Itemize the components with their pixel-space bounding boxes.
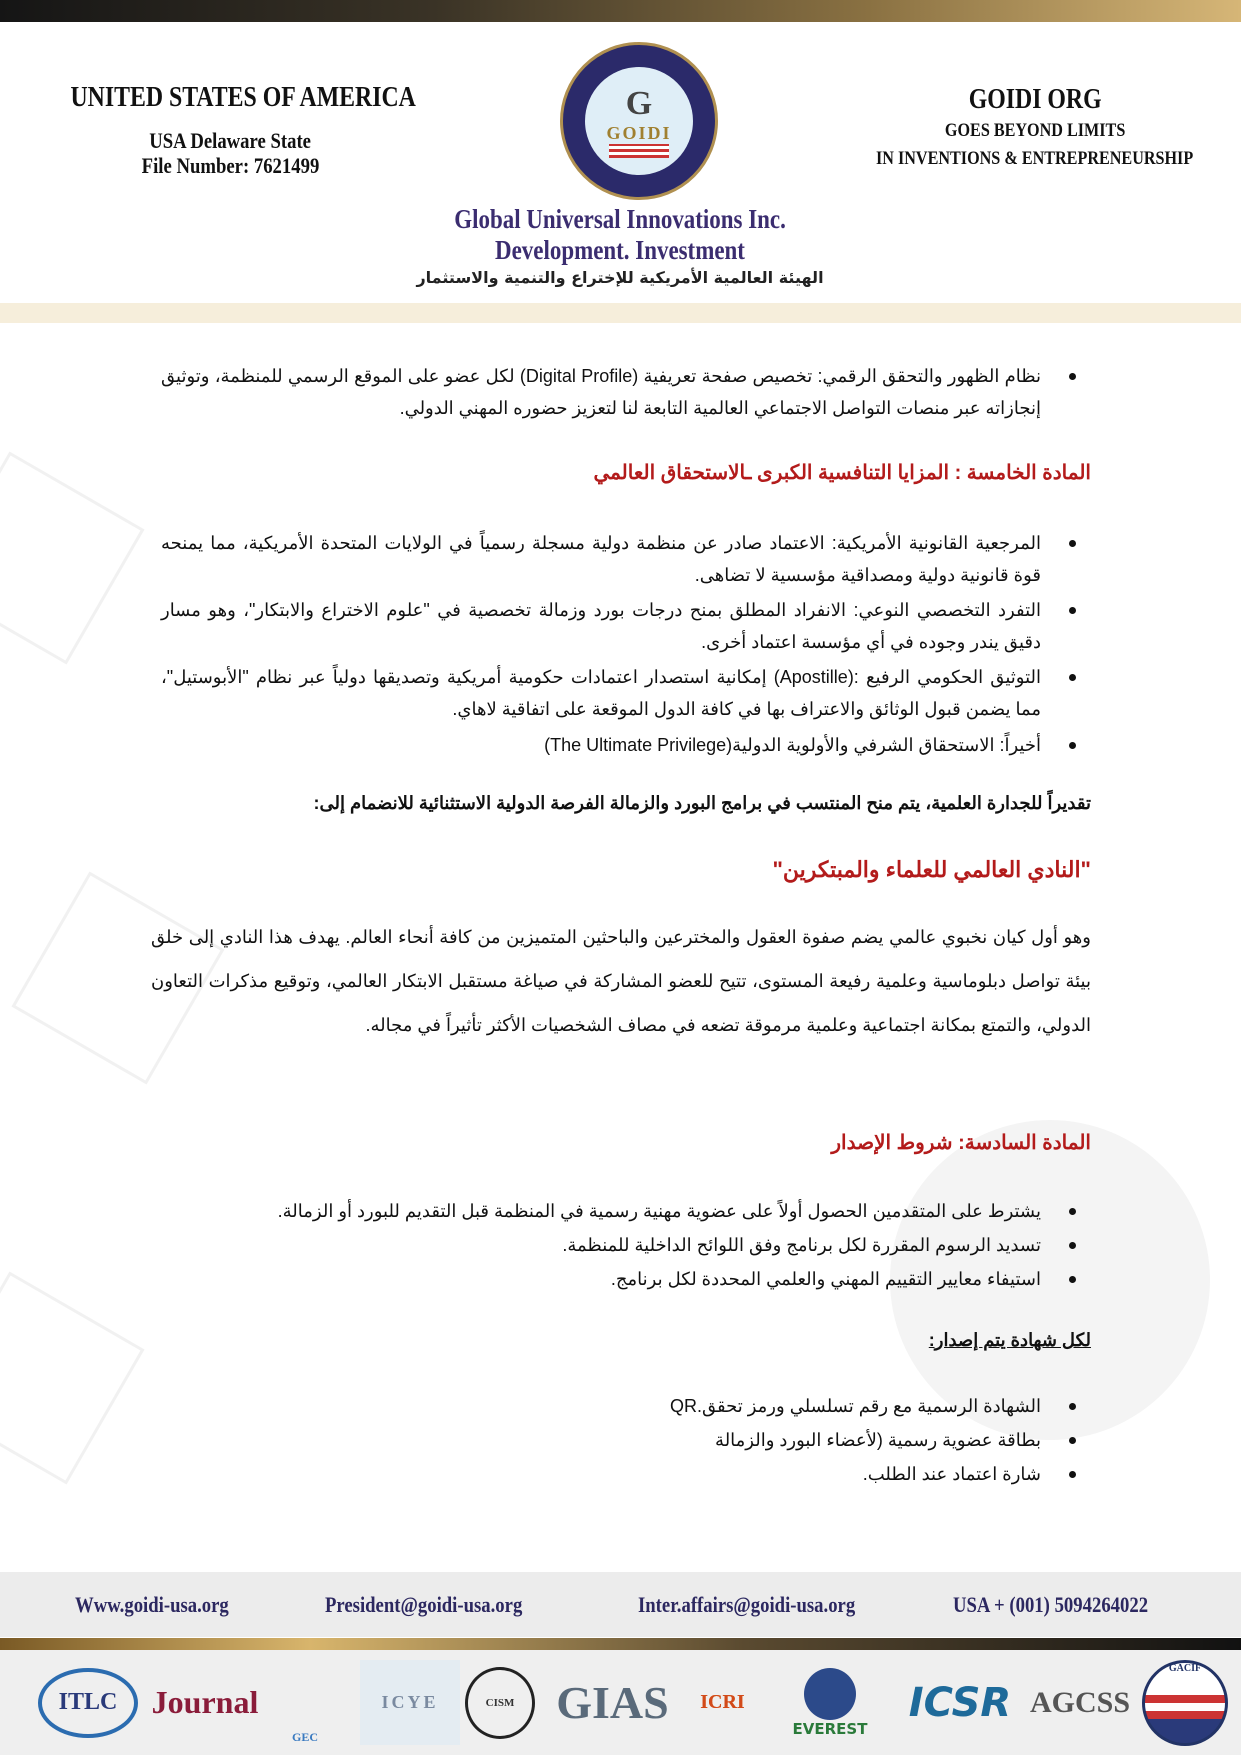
icri-logo: ICRI xyxy=(690,1660,755,1745)
gacif-logo: GACIF xyxy=(1140,1660,1230,1745)
goidi-seal-logo: G GOIDI xyxy=(560,42,718,200)
cism-logo: CISM xyxy=(465,1660,535,1745)
icye-logo: ICYE xyxy=(360,1660,460,1745)
list-item: الشهادة الرسمية مع رقم تسلسلي ورمز تحقق.QR xyxy=(161,1390,1041,1422)
list-item: بطاقة عضوية رسمية (لأعضاء البورد والزمالة xyxy=(161,1424,1041,1456)
list-item: أخيراً: الاستحقاق الشرفي والأولوية الدولية(The Ultimate Privilege) xyxy=(161,729,1041,761)
affairs-email-link[interactable]: Inter.affairs@goidi-usa.org xyxy=(638,1592,856,1617)
org-subtitle: Development. Investment xyxy=(495,235,745,265)
list-item: التوثيق الحكومي الرفيع :(Apostille) إمكانية استصدار اعتمادات حكومية أمريكية وتصديقها دولياً عبر نظام "الأبوستيل"، مما يضمن قبول الوثائق والاعتراف بها في كافة الدول الموقعة على اتفاقية لاهاي. xyxy=(161,661,1041,725)
list-item: تسديد الرسوم المقررة لكل برنامج وفق اللوائح الداخلية للمنظمة. xyxy=(161,1229,1041,1261)
gec-logo: GEC xyxy=(291,1730,318,1744)
club-description: وهو أول كيان نخبوي عالمي يضم صفوة العقول والمخترعين والباحثين المتميزين من كافة أنحاء العالم. يهدف هذا النادي إلى خلق بيئة تواصل دبلوماسية وعلمية رفيعة المستوى، تتيح للعضو المشاركة في صياغة مستقبل الابتكار العالمي، وتوقيع مذكرات التعاون الدولي، والتمتع بمكانة اجتماعية وعلمية مرموقة تضعه في مصاف الشخصيات الأكثر تأثيراً في مجاله. xyxy=(151,927,1091,1035)
president-email-link[interactable]: President@goidi-usa.org xyxy=(325,1592,523,1617)
appreciation-text: تقديراً للجدارة العلمية، يتم منح المنتسب في برامج البورد والزمالة الفرصة الدولية الاستثنائية للانضمام إلى: xyxy=(313,793,1091,813)
header-state: USA Delaware State xyxy=(149,128,311,153)
header-country: UNITED STATES OF AMERICA xyxy=(70,82,416,113)
header-org: GOIDI ORG xyxy=(968,84,1102,115)
club-heading: "النادي العالمي للعلماء والمبتكرين" xyxy=(772,857,1091,882)
article-6-heading: المادة السادسة: شروط الإصدار xyxy=(831,1132,1091,1154)
background-hexagon xyxy=(0,1271,145,1484)
header-tagline-1: GOES BEYOND LIMITS xyxy=(944,120,1126,141)
footer-gold-line xyxy=(0,1638,1241,1650)
icsr-logo: ICSR xyxy=(908,1679,1012,1726)
everest-logo: EVEREST xyxy=(785,1660,875,1745)
itlc-logo: ITLC xyxy=(38,1660,138,1745)
list-item: يشترط على المتقدمين الحصول أولاً على عضوية مهنية رسمية في المنظمة قبل التقديم للبورد أو الزمالة. xyxy=(161,1195,1041,1227)
background-hexagon xyxy=(0,451,145,664)
list-item: التفرد التخصصي النوعي: الانفراد المطلق بمنح درجات بورد وزمالة تخصصية في "علوم الاختراع والابتكار"، وهو مسار دقيق يندر وجوده في أي مؤسسة اعتماد أخرى. xyxy=(161,594,1041,658)
org-arabic-name: الهيئة العالمية الأمريكية للإختراع والتنمية والاستثمار xyxy=(416,268,824,287)
top-bar xyxy=(0,0,1241,22)
agcss-logo: AGCSS xyxy=(1029,1685,1131,1719)
phone-number: USA + (001) 5094264022 xyxy=(953,1592,1149,1617)
article-5-heading: المادة الخامسة : المزايا التنافسية الكبرى ـالاستحقاق العالمي xyxy=(593,462,1091,484)
header-tagline-2: IN INVENTIONS & ENTREPRENEURSHIP xyxy=(876,148,1194,169)
list-item: المرجعية القانونية الأمريكية: الاعتماد صادر عن منظمة دولية مسجلة رسمياً في الولايات المتحدة الأمريكية، مما يمنحه قوة قانونية دولية ومصداقية مؤسسية لا تضاهى. xyxy=(161,527,1041,591)
header-file-number: File Number: 7621499 xyxy=(141,153,319,178)
issued-heading: لكل شهادة يتم إصدار: xyxy=(928,1330,1091,1350)
journal-logo: Journal xyxy=(151,1684,259,1720)
bullet-digital-profile: نظام الظهور والتحقق الرقمي: تخصيص صفحة تعريفية (Digital Profile) لكل عضو على الموقع الرسمي للمنظمة، وتوثيق إنجازاته عبر منصات التواصل الاجتماعي العالمية التابعة لنا لتعزيز حضوره المهني الدولي. xyxy=(161,360,1041,424)
list-item: شارة اعتماد عند الطلب. xyxy=(161,1458,1041,1490)
gias-logo: GIAS xyxy=(556,1677,669,1728)
website-link[interactable]: Www.goidi-usa.org xyxy=(75,1592,229,1617)
header-divider-band xyxy=(0,303,1241,323)
org-name: Global Universal Innovations Inc. xyxy=(454,204,786,234)
list-item: استيفاء معايير التقييم المهني والعلمي المحددة لكل برنامج. xyxy=(161,1263,1041,1295)
